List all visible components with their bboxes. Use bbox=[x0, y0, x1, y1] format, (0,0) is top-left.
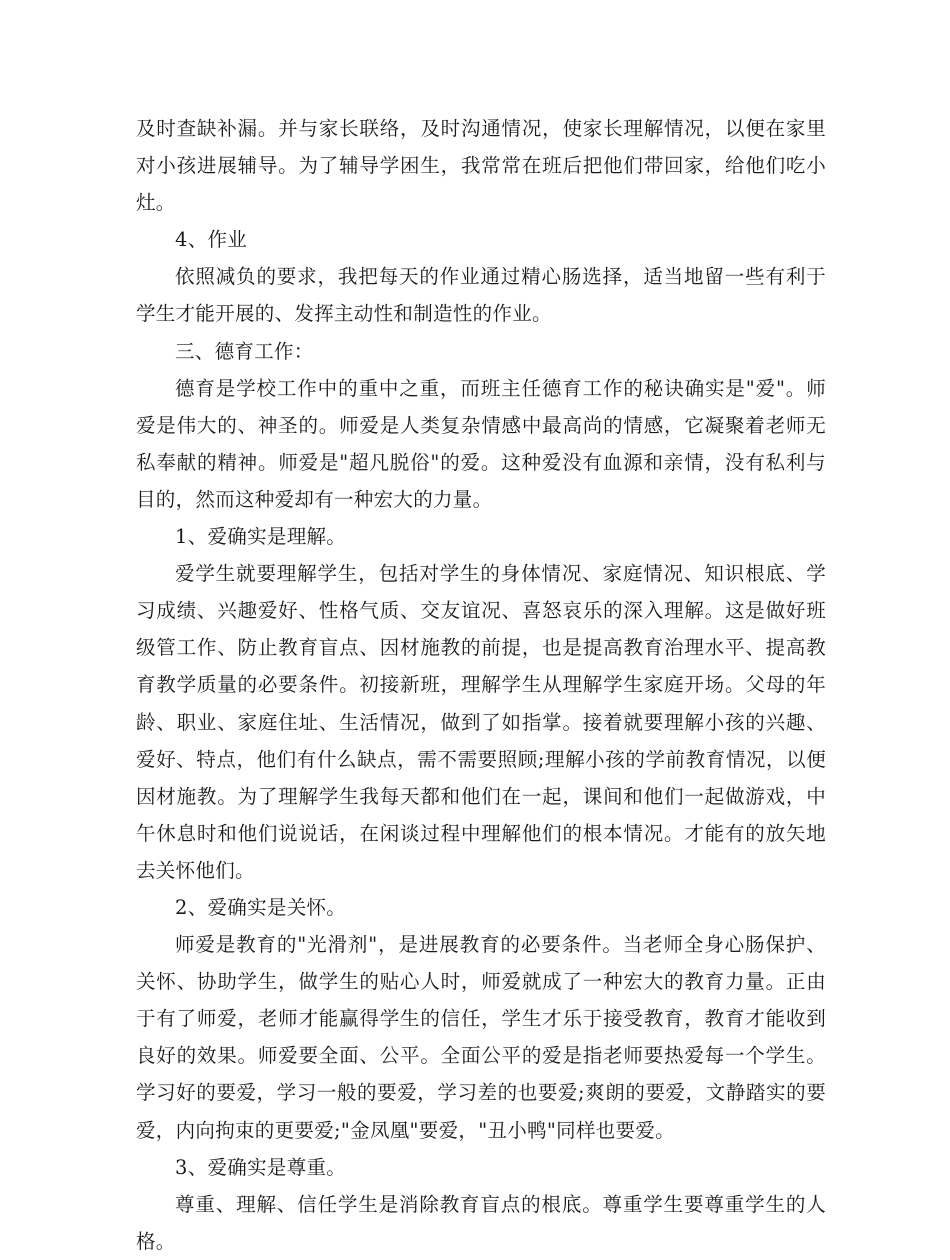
paragraph: 依照减负的要求，我把每天的作业通过精心肠选择，适当地留一些有利于学生才能开展的、发挥主动性和制造性的作业。 bbox=[136, 265, 826, 326]
section-heading: 3、爱确实是尊重。 bbox=[175, 1155, 347, 1179]
paragraph: 师爱是教育的"光滑剂"，是进展教育的必要条件。当老师全身心肠保护、关怀、协助学生，做学生的贴心人时，师爱就成了一种宏大的教育力量。正由于有了师爱，老师才能赢得学生的信任，学生才乐于接受教育，教育才能收到良好的效果。师爱要全面、公平。全面公平的爱是指老师要热爱每一个学生。学习好的要爱，学习一般的要爱，学习差的也要爱;爽朗的要爱，文静踏实的要爱，内向拘束的更要爱;"金凤凰"要爱，"丑小鸭"同样也要爱。 bbox=[136, 933, 826, 1142]
section-heading: 4、作业 bbox=[175, 228, 248, 252]
paragraph: 德育是学校工作中的重中之重，而班主任德育工作的秘诀确实是"爱"。师爱是伟大的、神圣的。师爱是人类复杂情感中最高尚的情感，它凝聚着老师无私奉献的精神。师爱是"超凡脱俗"的爱。这种爱没有血源和亲情，没有私利与目的，然而这种爱却有一种宏大的力量。 bbox=[136, 376, 826, 511]
section-heading: 1、爱确实是理解。 bbox=[175, 525, 347, 549]
paragraph: 及时查缺补漏。并与家长联络，及时沟通情况，使家长理解情况，以便在家里对小孩进展辅导。为了辅导学困生，我常常在班后把他们带回家，给他们吃小灶。 bbox=[136, 117, 826, 215]
paragraph: 爱学生就要理解学生，包括对学生的身体情况、家庭情况、知识根底、学习成绩、兴趣爱好、性格气质、交友谊况、喜怒哀乐的深入理解。这是做好班级管工作、防止教育盲点、因材施教的前提，也是提高教育治理水平、提高教育教学质量的必要条件。初接新班，理解学生从理解学生家庭开场。父母的年龄、职业、家庭住址、生活情况，做到了如指掌。接着就要理解小孩的兴趣、爱好、特点，他们有什么缺点，需不需要照顾;理解小孩的学前教育情况，以便因材施教。为了理解学生我每天都和他们在一起，课间和他们一起做游戏，中午休息时和他们说说话，在闲谈过程中理解他们的根本情况。才能有的放矢地去关怀他们。 bbox=[136, 562, 826, 882]
document-body bbox=[136, 110, 826, 1260]
section-heading: 2、爱确实是关怀。 bbox=[175, 895, 347, 919]
paragraph: 尊重、理解、信任学生是消除教育盲点的根底。尊重学生要尊重学生的人格。 bbox=[136, 1192, 826, 1253]
section-heading: 三、德育工作： bbox=[175, 339, 314, 363]
